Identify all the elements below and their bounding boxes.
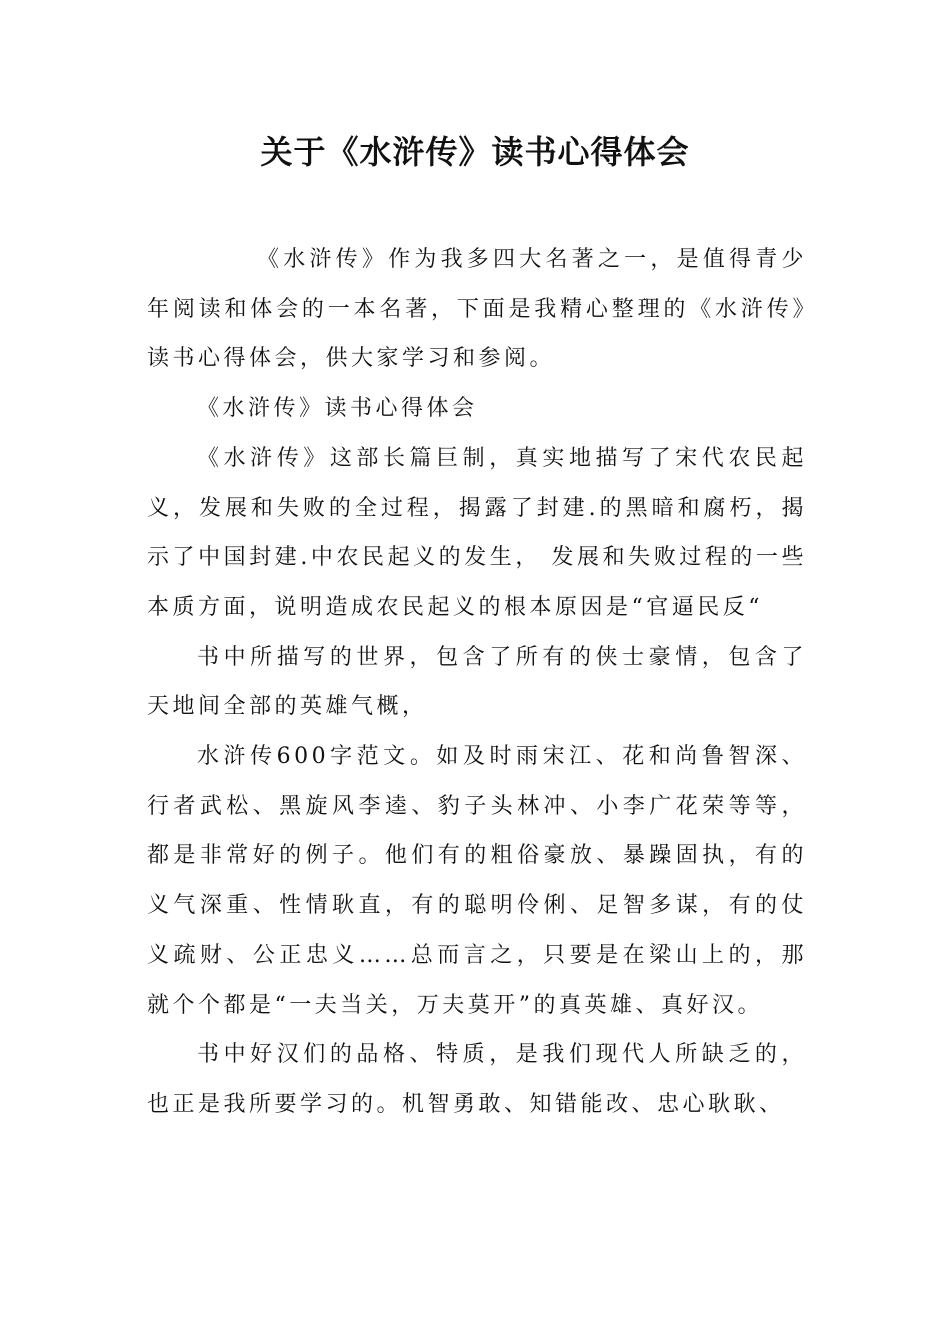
body-paragraph: 水浒传600字范文。如及时雨宋江、花和尚鲁智深、行者武松、黑旋风李逵、豹子头林冲、小李广花荣等等，都是非常好的例子。他们有的粗俗豪放、暴躁固执，有的义气深重、性情耿直，有的聪明伶俐、足智多谋，有的仗义疏财、公正忠义……总而言之，只要是在梁山上的，那就个个都是“一夫当关，万夫莫开”的真英雄、真好汉。 [147,744,807,1018]
document-body [147,235,807,1130]
body-paragraph: 书中好汉们的品格、特质，是我们现代人所缺乏的，也正是我所要学习的。机智勇敢、知错能改、忠心耿耿、 [147,1042,807,1117]
body-paragraph: 《水浒传》这部长篇巨制，真实地描写了宋代农民起义，发展和失败的全过程，揭露了封建.的黑暗和腐朽，揭示了中国封建.中农民起义的发生， 发展和失败过程的一些本质方面，说明造成农民起义的根本原因是“官逼民反“ [147,445,807,620]
intro-paragraph: 《水浒传》作为我多四大名著之一，是值得青少年阅读和体会的一本名著，下面是我精心整理的《水浒传》读书心得体会，供大家学习和参阅。 [147,247,807,372]
document-title: 关于《水浒传》读书心得体会 [260,133,690,171]
body-paragraph: 书中所描写的世界，包含了所有的侠士豪情，包含了天地间全部的英雄气概， [147,644,807,720]
section-heading: 《水浒传》读书心得体会 [197,396,478,422]
